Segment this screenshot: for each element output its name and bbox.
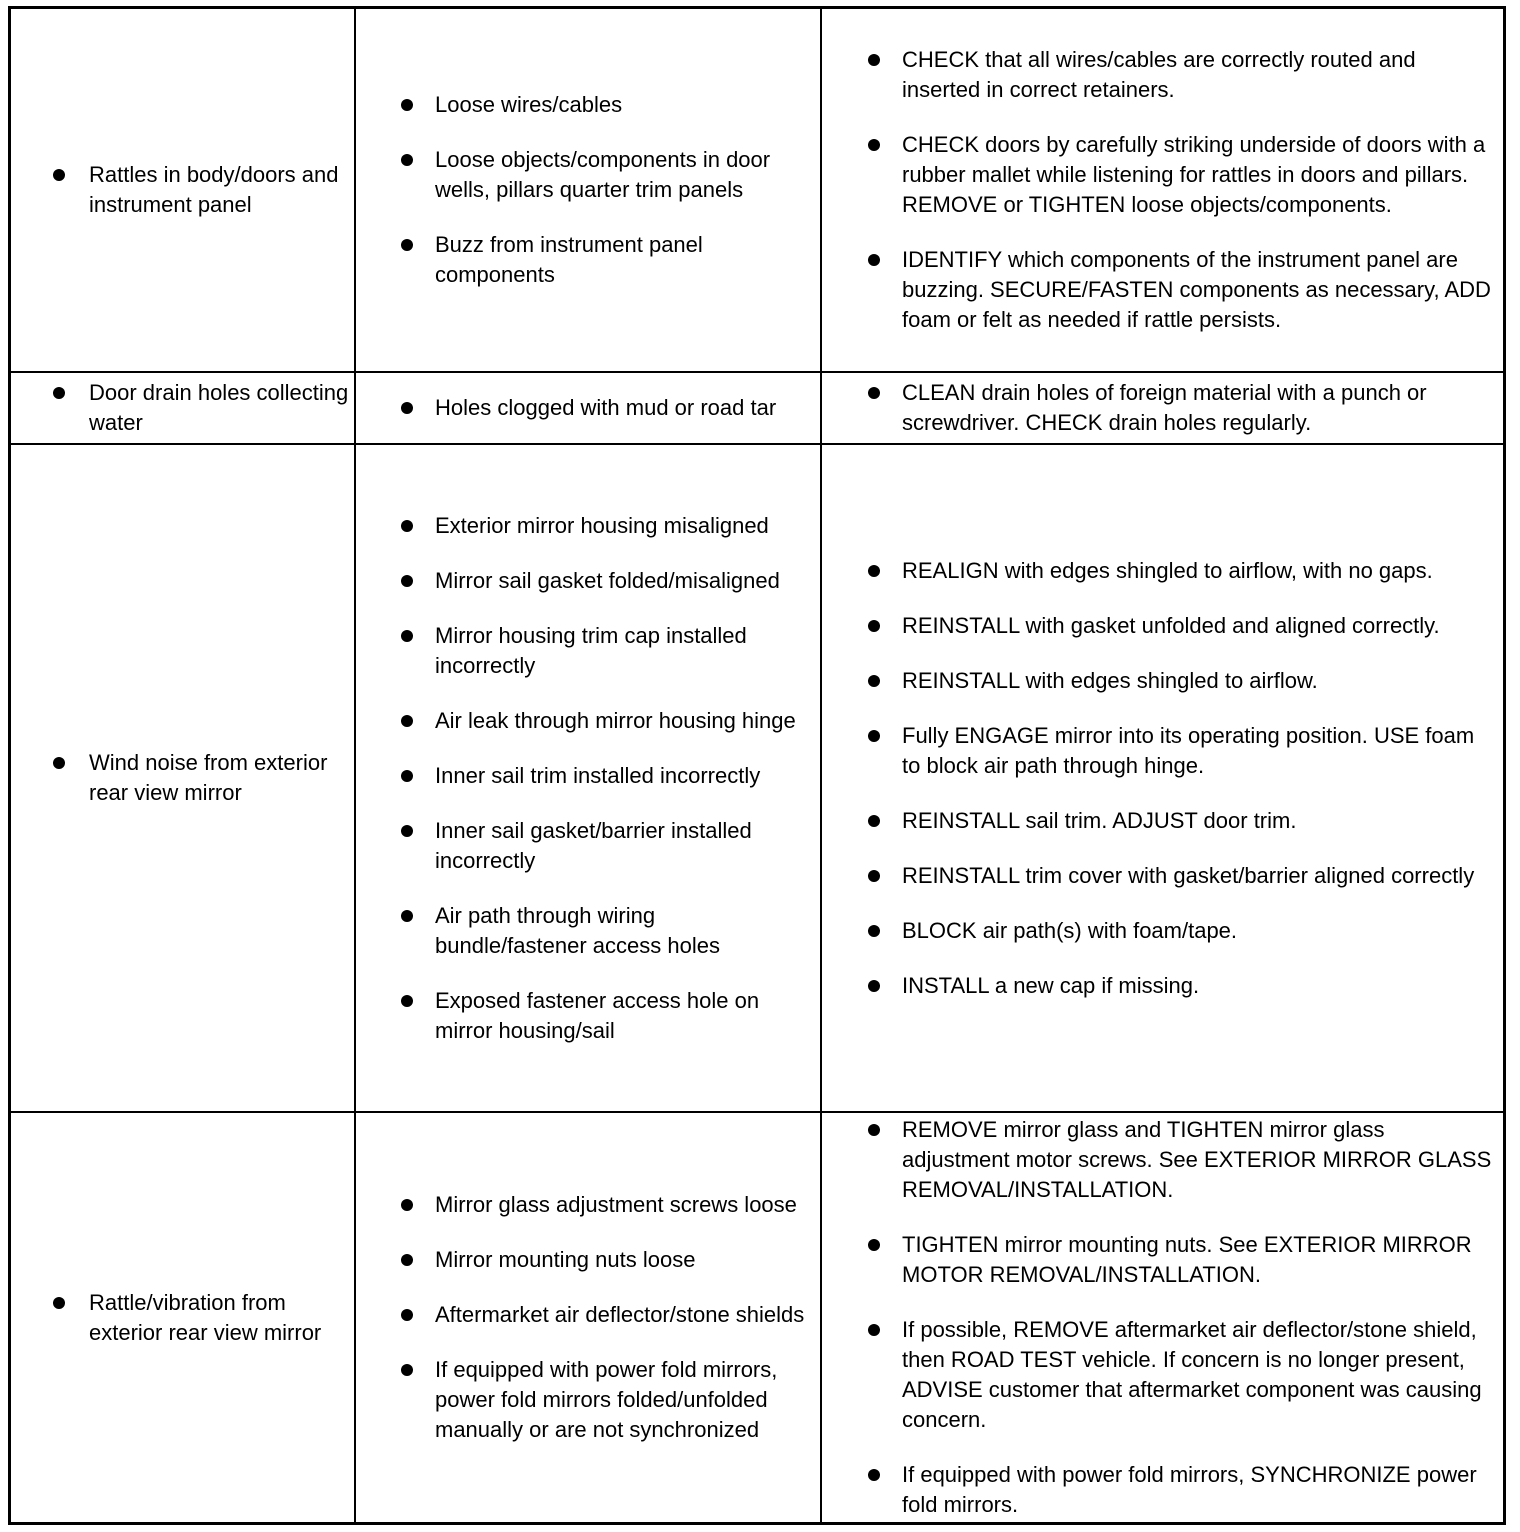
condition-cell xyxy=(11,445,356,1111)
bullet-icon xyxy=(401,1199,413,1211)
cause-cell xyxy=(356,9,822,371)
table-row xyxy=(11,9,1503,373)
cause-text: Inner sail trim installed incorrectly xyxy=(435,762,761,788)
cause-item xyxy=(401,230,812,290)
bullet-icon xyxy=(868,1469,880,1481)
action-text: CHECK that all wires/cables are correctly routed and inserted in correct retainers. xyxy=(902,47,1416,102)
table-row xyxy=(11,373,1503,445)
action-cell xyxy=(822,9,1503,371)
bullet-icon xyxy=(868,139,880,151)
action-text: INSTALL a new cap if missing. xyxy=(902,972,1200,998)
bullet-icon xyxy=(868,815,880,827)
action-item xyxy=(868,1115,1495,1205)
cause-item xyxy=(401,816,812,876)
action-text: CLEAN drain holes of foreign material with a punch or screwdriver. CHECK drain holes regularly. xyxy=(902,380,1427,435)
action-item xyxy=(868,1315,1495,1435)
cause-item xyxy=(401,1355,812,1445)
bullet-icon xyxy=(868,387,880,399)
cause-text: Mirror housing trim cap installed incorrectly xyxy=(435,622,747,678)
action-text: REINSTALL with gasket unfolded and aligned correctly. xyxy=(902,612,1440,638)
condition-cell xyxy=(11,373,356,443)
cause-item xyxy=(401,621,812,681)
bullet-icon xyxy=(868,254,880,266)
bullet-icon xyxy=(868,1124,880,1136)
condition-text: Rattle/vibration from exterior rear view mirror xyxy=(89,1289,322,1345)
condition-item xyxy=(53,748,354,808)
bullet-icon xyxy=(401,402,413,414)
action-text: REINSTALL sail trim. ADJUST door trim. xyxy=(902,807,1297,833)
action-text: CHECK doors by carefully striking underside of doors with a rubber mallet while listening for rattles in doors and pillars. REMOVE or TIGHTEN loose objects/components. xyxy=(902,132,1486,217)
action-item xyxy=(868,378,1495,438)
bullet-icon xyxy=(401,154,413,166)
action-text: REINSTALL with edges shingled to airflow. xyxy=(902,667,1318,693)
condition-cell xyxy=(11,9,356,371)
bullet-icon xyxy=(868,620,880,632)
action-text: BLOCK air path(s) with foam/tape. xyxy=(902,917,1238,943)
cause-text: Mirror sail gasket folded/misaligned xyxy=(435,567,780,593)
bullet-icon xyxy=(401,99,413,111)
cause-text: Exterior mirror housing misaligned xyxy=(435,512,769,538)
cause-item xyxy=(401,511,812,541)
condition-item xyxy=(53,378,354,438)
action-item xyxy=(868,245,1495,335)
bullet-icon xyxy=(401,630,413,642)
action-text: REALIGN with edges shingled to airflow, with no gaps. xyxy=(902,557,1433,583)
bullet-icon xyxy=(401,910,413,922)
action-item xyxy=(868,721,1495,781)
cause-item xyxy=(401,1190,812,1220)
bullet-icon xyxy=(401,1309,413,1321)
condition-item xyxy=(53,160,354,220)
bullet-icon xyxy=(868,870,880,882)
cause-item xyxy=(401,1300,812,1330)
cause-item xyxy=(401,986,812,1046)
bullet-icon xyxy=(868,565,880,577)
cause-item xyxy=(401,145,812,205)
cause-item xyxy=(401,706,812,736)
bullet-icon xyxy=(401,1364,413,1376)
cause-cell xyxy=(356,445,822,1111)
cause-item xyxy=(401,901,812,961)
cause-text: Air leak through mirror housing hinge xyxy=(435,707,796,733)
condition-text: Wind noise from exterior rear view mirror xyxy=(89,750,328,805)
cause-text: Inner sail gasket/barrier installed incorrectly xyxy=(435,817,752,873)
cause-text: Buzz from instrument panel components xyxy=(435,232,703,287)
action-cell xyxy=(822,1113,1503,1522)
action-item xyxy=(868,611,1495,641)
bullet-icon xyxy=(868,54,880,66)
action-text: Fully ENGAGE mirror into its operating position. USE foam to block air path through hinge. xyxy=(902,722,1475,778)
cause-cell xyxy=(356,373,822,443)
bullet-icon xyxy=(401,520,413,532)
action-item xyxy=(868,971,1495,1001)
cause-text: Holes clogged with mud or road tar xyxy=(435,395,777,420)
bullet-icon xyxy=(401,1254,413,1266)
action-item xyxy=(868,916,1495,946)
table-row xyxy=(11,1113,1503,1522)
cause-text: Mirror glass adjustment screws loose xyxy=(435,1192,797,1217)
action-item xyxy=(868,45,1495,105)
action-text: If equipped with power fold mirrors, SYNCHRONIZE power fold mirrors. xyxy=(902,1462,1477,1517)
cause-text: Loose objects/components in door wells, pillars quarter trim panels xyxy=(435,147,771,202)
bullet-icon xyxy=(53,1297,65,1309)
bullet-icon xyxy=(401,770,413,782)
bullet-icon xyxy=(53,169,65,181)
condition-cell xyxy=(11,1113,356,1522)
action-item xyxy=(868,556,1495,586)
diagnosis-table xyxy=(8,6,1506,1525)
cause-text: Loose wires/cables xyxy=(435,92,623,117)
action-cell xyxy=(822,445,1503,1111)
action-text: If possible, REMOVE aftermarket air deflector/stone shield, then ROAD TEST vehicle. If concern is no longer present, ADVISE customer that aftermarket component was causing concern. xyxy=(902,1317,1482,1432)
action-text: REINSTALL trim cover with gasket/barrier aligned correctly xyxy=(902,862,1475,888)
condition-text: Rattles in body/doors and instrument panel xyxy=(89,162,339,217)
cause-item xyxy=(401,90,812,120)
cause-item xyxy=(401,393,812,423)
cause-item xyxy=(401,761,812,791)
bullet-icon xyxy=(401,715,413,727)
table-row xyxy=(11,445,1503,1113)
action-item xyxy=(868,666,1495,696)
action-item xyxy=(868,806,1495,836)
action-item xyxy=(868,130,1495,220)
condition-text: Door drain holes collecting water xyxy=(89,380,349,435)
action-item xyxy=(868,861,1495,891)
bullet-icon xyxy=(868,925,880,937)
cause-text: Air path through wiring bundle/fastener access holes xyxy=(435,902,720,958)
bullet-icon xyxy=(401,239,413,251)
action-text: TIGHTEN mirror mounting nuts. See EXTERIOR MIRROR MOTOR REMOVAL/INSTALLATION. xyxy=(902,1232,1472,1287)
condition-item xyxy=(53,1288,354,1348)
bullet-icon xyxy=(53,757,65,769)
action-text: IDENTIFY which components of the instrument panel are buzzing. SECURE/FASTEN components as necessary, ADD foam or felt as needed if rattle persists. xyxy=(902,247,1491,332)
cause-text: Exposed fastener access hole on mirror housing/sail xyxy=(435,987,760,1043)
bullet-icon xyxy=(401,825,413,837)
cause-text: If equipped with power fold mirrors, power fold mirrors folded/unfolded manually or are not synchronized xyxy=(435,1357,778,1442)
bullet-icon xyxy=(868,980,880,992)
cause-item xyxy=(401,566,812,596)
cause-text: Mirror mounting nuts loose xyxy=(435,1247,696,1272)
bullet-icon xyxy=(868,1239,880,1251)
action-text: REMOVE mirror glass and TIGHTEN mirror glass adjustment motor screws. See EXTERIOR MIRROR GLASS REMOVAL/INSTALLATION. xyxy=(902,1117,1492,1202)
cause-item xyxy=(401,1245,812,1275)
bullet-icon xyxy=(53,387,65,399)
action-item xyxy=(868,1460,1495,1520)
bullet-icon xyxy=(401,575,413,587)
bullet-icon xyxy=(868,1324,880,1336)
cause-cell xyxy=(356,1113,822,1522)
bullet-icon xyxy=(401,995,413,1007)
bullet-icon xyxy=(868,730,880,742)
action-item xyxy=(868,1230,1495,1290)
action-cell xyxy=(822,373,1503,443)
cause-text: Aftermarket air deflector/stone shields xyxy=(435,1302,805,1327)
bullet-icon xyxy=(868,675,880,687)
